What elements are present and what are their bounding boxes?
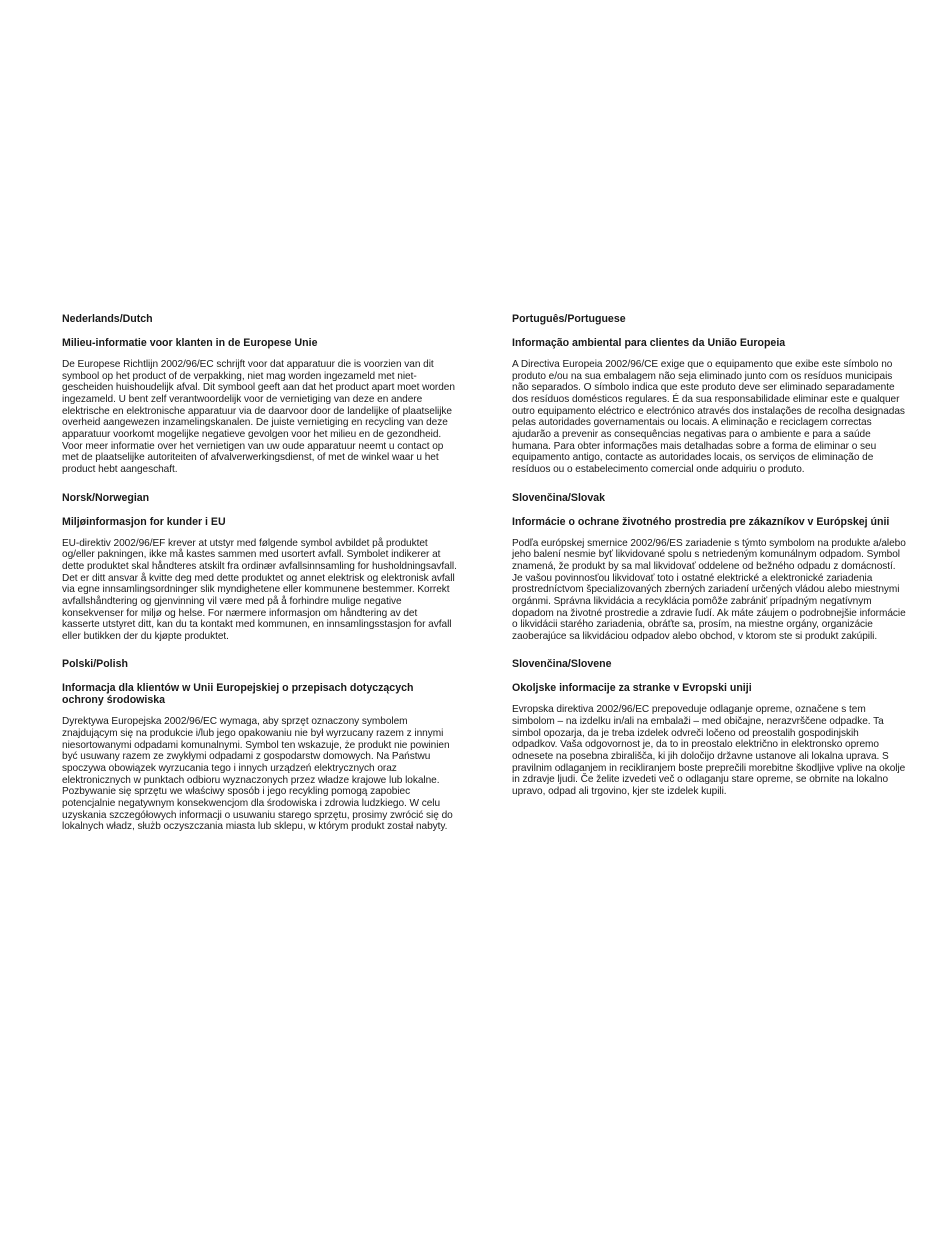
section-subtitle: Informácie o ochrane životného prostredia pre zákazníkov v Európskej únii	[512, 515, 890, 528]
language-heading: Polski/Polish	[62, 658, 128, 671]
section-slovene	[512, 658, 906, 797]
section-subtitle: Okoljske informacije za stranke v Evropski uniji	[512, 682, 752, 695]
language-heading: Nederlands/Dutch	[62, 313, 153, 325]
section-subtitle: Milieu-informatie voor klanten in de Europese Unie	[62, 337, 318, 349]
right-column	[512, 313, 906, 798]
section-body: Podľa európskej smernice 2002/96/ES zariadenie s týmto symbolom na produkte a/alebo jeho balení nesmie byť likvidované spolu s netriedeným komunálnym odpadom. Symbol znamená, že produkt by sa mal likvidovať oddelene od bežného odpadu z domácností. Je vašou povinnosťou likvidovať toto i ostatné elektrické a elektronické zariadenia prostredníctvom špecializovaných zberných zariadení určených vládou alebo miestnymi orgánmi. Správna likvidácia a recyklácia pomôže zabrániť prípadným negatívnym dopadom na životné prostredie a zdravie ľudí. Ak máte záujem o podrobnejšie informácie o likvidácii starého zariadenia, obráťte sa, prosím, na miestne orgány, organizácie zaoberajúce sa likvidáciou odpadov alebo obchod, v ktorom ste si produkt zakúpili.	[512, 537, 906, 642]
language-heading: Norsk/Norwegian	[62, 491, 150, 504]
section-polish	[62, 658, 457, 833]
section-portuguese	[512, 313, 906, 476]
language-heading: Português/Portuguese	[512, 313, 626, 325]
left-column	[62, 313, 457, 833]
section-subtitle: Miljøinformasjon for kunder i EU	[62, 515, 226, 528]
section-norwegian	[62, 492, 457, 643]
section-body: Dyrektywa Europejska 2002/96/EC wymaga, aby sprzęt oznaczony symbolem znajdującym się na produkcie i/lub jego opakowaniu nie był wyrzucany razem z innymi niesortowanymi odpadami komunalnymi. Symbol ten wskazuje, że produkt nie powinien być usuwany razem ze zwykłymi odpadami z gospodarstw domowych. Na Państwu spoczywa obowiązek wyrzucania tego i innych urządzeń elektrycznych oraz elektronicznych w punktach odbioru wyznaczonych przez władze krajowe lub lokalne. Pozbywanie się sprzętu we właściwy sposób i jego recykling pomogą zapobiec potencjalnie negatywnym konsekwencjom dla środowiska i zdrowia ludzkiego. W celu uzyskania szczegółowych informacji o usuwaniu starego sprzętu, prosimy zwrócić się do lokalnych władz, służb oczyszczania miasta lub sklepu, w którym produkt został nabyty.	[62, 716, 453, 833]
section-body: Evropska direktiva 2002/96/EC prepoveduje odlaganje opreme, označene s tem simbolom – na izdelku in/ali na embalaži – med običajne, nerazvrščene odpadke. Ta simbol opozarja, da je treba izdelek odvreči ločeno od preostalih gospodinjskih odpadkov. Vaša odgovornost je, da to in preostalo električno in elektronsko opremo odnesete na posebna zbirališča, ki jih določijo državne ustanove ali lokalna uprava. S pravilnim odlaganjem in recikliranjem boste preprečili morebitne škodljive vplive na okolje in zdravje ljudi. Če želite izvedeti več o odlaganju stare opreme, se obrnite na lokalno upravo, odpad ali trgovino, kjer ste izdelek kupili.	[512, 704, 906, 798]
section-body: De Europese Richtlijn 2002/96/EC schrijft voor dat apparatuur die is voorzien van dit symbool op het product of de verpakking, niet mag worden ingezameld met niet-gescheiden huishoudelijk afval. Dit symbool geeft aan dat het product apart moet worden ingezameld. U bent zelf verantwoordelijk voor de vernietiging van deze en andere elektrische en elektronische apparatuur via de daarvoor door de landelijke of plaatselijke overheid aangewezen inzamelingskanalen. De juiste vernietiging en recycling van deze apparatuur voorkomt mogelijke negatieve gevolgen voor het milieu en de gezondheid. Voor meer informatie over het vernietigen van uw oude apparatuur neemt u contact op met de plaatselijke autoriteiten of afvalverwerkingsdienst, of met de winkel waar u het product hebt aangeschaft.	[62, 359, 455, 475]
section-body: A Directiva Europeia 2002/96/CE exige que o equipamento que exibe este símbolo no produto e/ou na sua embalagem não seja eliminado junto com os resíduos municipais não separados. O símbolo indica que este produto deve ser eliminado separadamente dos resíduos domésticos regulares. É da sua responsabilidade eliminar este e qualquer outro equipamento eléctrico e electrónico através dos instalações de recolha designadas pelas autoridades governamentais ou locais. A eliminação e reciclagem correctas ajudarão a prevenir as consequências negativas para o ambiente e para a saúde humana. Para obter informações mais detalhadas sobre a forma de eliminar o seu equipamento antigo, contacte as autoridades locais, os serviços de eliminação de resíduos ou o estabelecimento comercial onde adquiriu o produto.	[512, 359, 905, 475]
section-dutch	[62, 313, 457, 476]
section-subtitle: Informacja dla klientów w Unii Europejskiej o przepisach dotyczących ochrony środowiska	[62, 682, 414, 707]
section-slovak	[512, 492, 906, 643]
language-heading: Slovenčina/Slovene	[512, 658, 612, 671]
section-body: EU-direktiv 2002/96/EF krever at utstyr med følgende symbol avbildet på produktet og/eller pakningen, ikke må kastes sammen med usortert avfall. Symbolet indikerer at dette produktet skal håndteres atskilt fra ordinær avfallsinnsamling for husholdningsavfall. Det er ditt ansvar å kvitte deg med dette produktet og annet elektrisk og elektronisk avfall via egne innsamlingsordninger slik myndighetene eller kommunene bestemmer. Korrekt avfallshåndtering og gjenvinning vil være med på å forhindre mulige negative konsekvenser for miljø og helse. For nærmere informasjon om håndtering av det kasserte utstyret ditt, kan du ta kontakt med kommunen, en innsamlingsstasjon for avfall eller butikken der du kjøpte produktet.	[62, 537, 457, 642]
section-subtitle: Informação ambiental para clientes da União Europeia	[512, 337, 786, 349]
language-heading: Slovenčina/Slovak	[512, 491, 606, 504]
